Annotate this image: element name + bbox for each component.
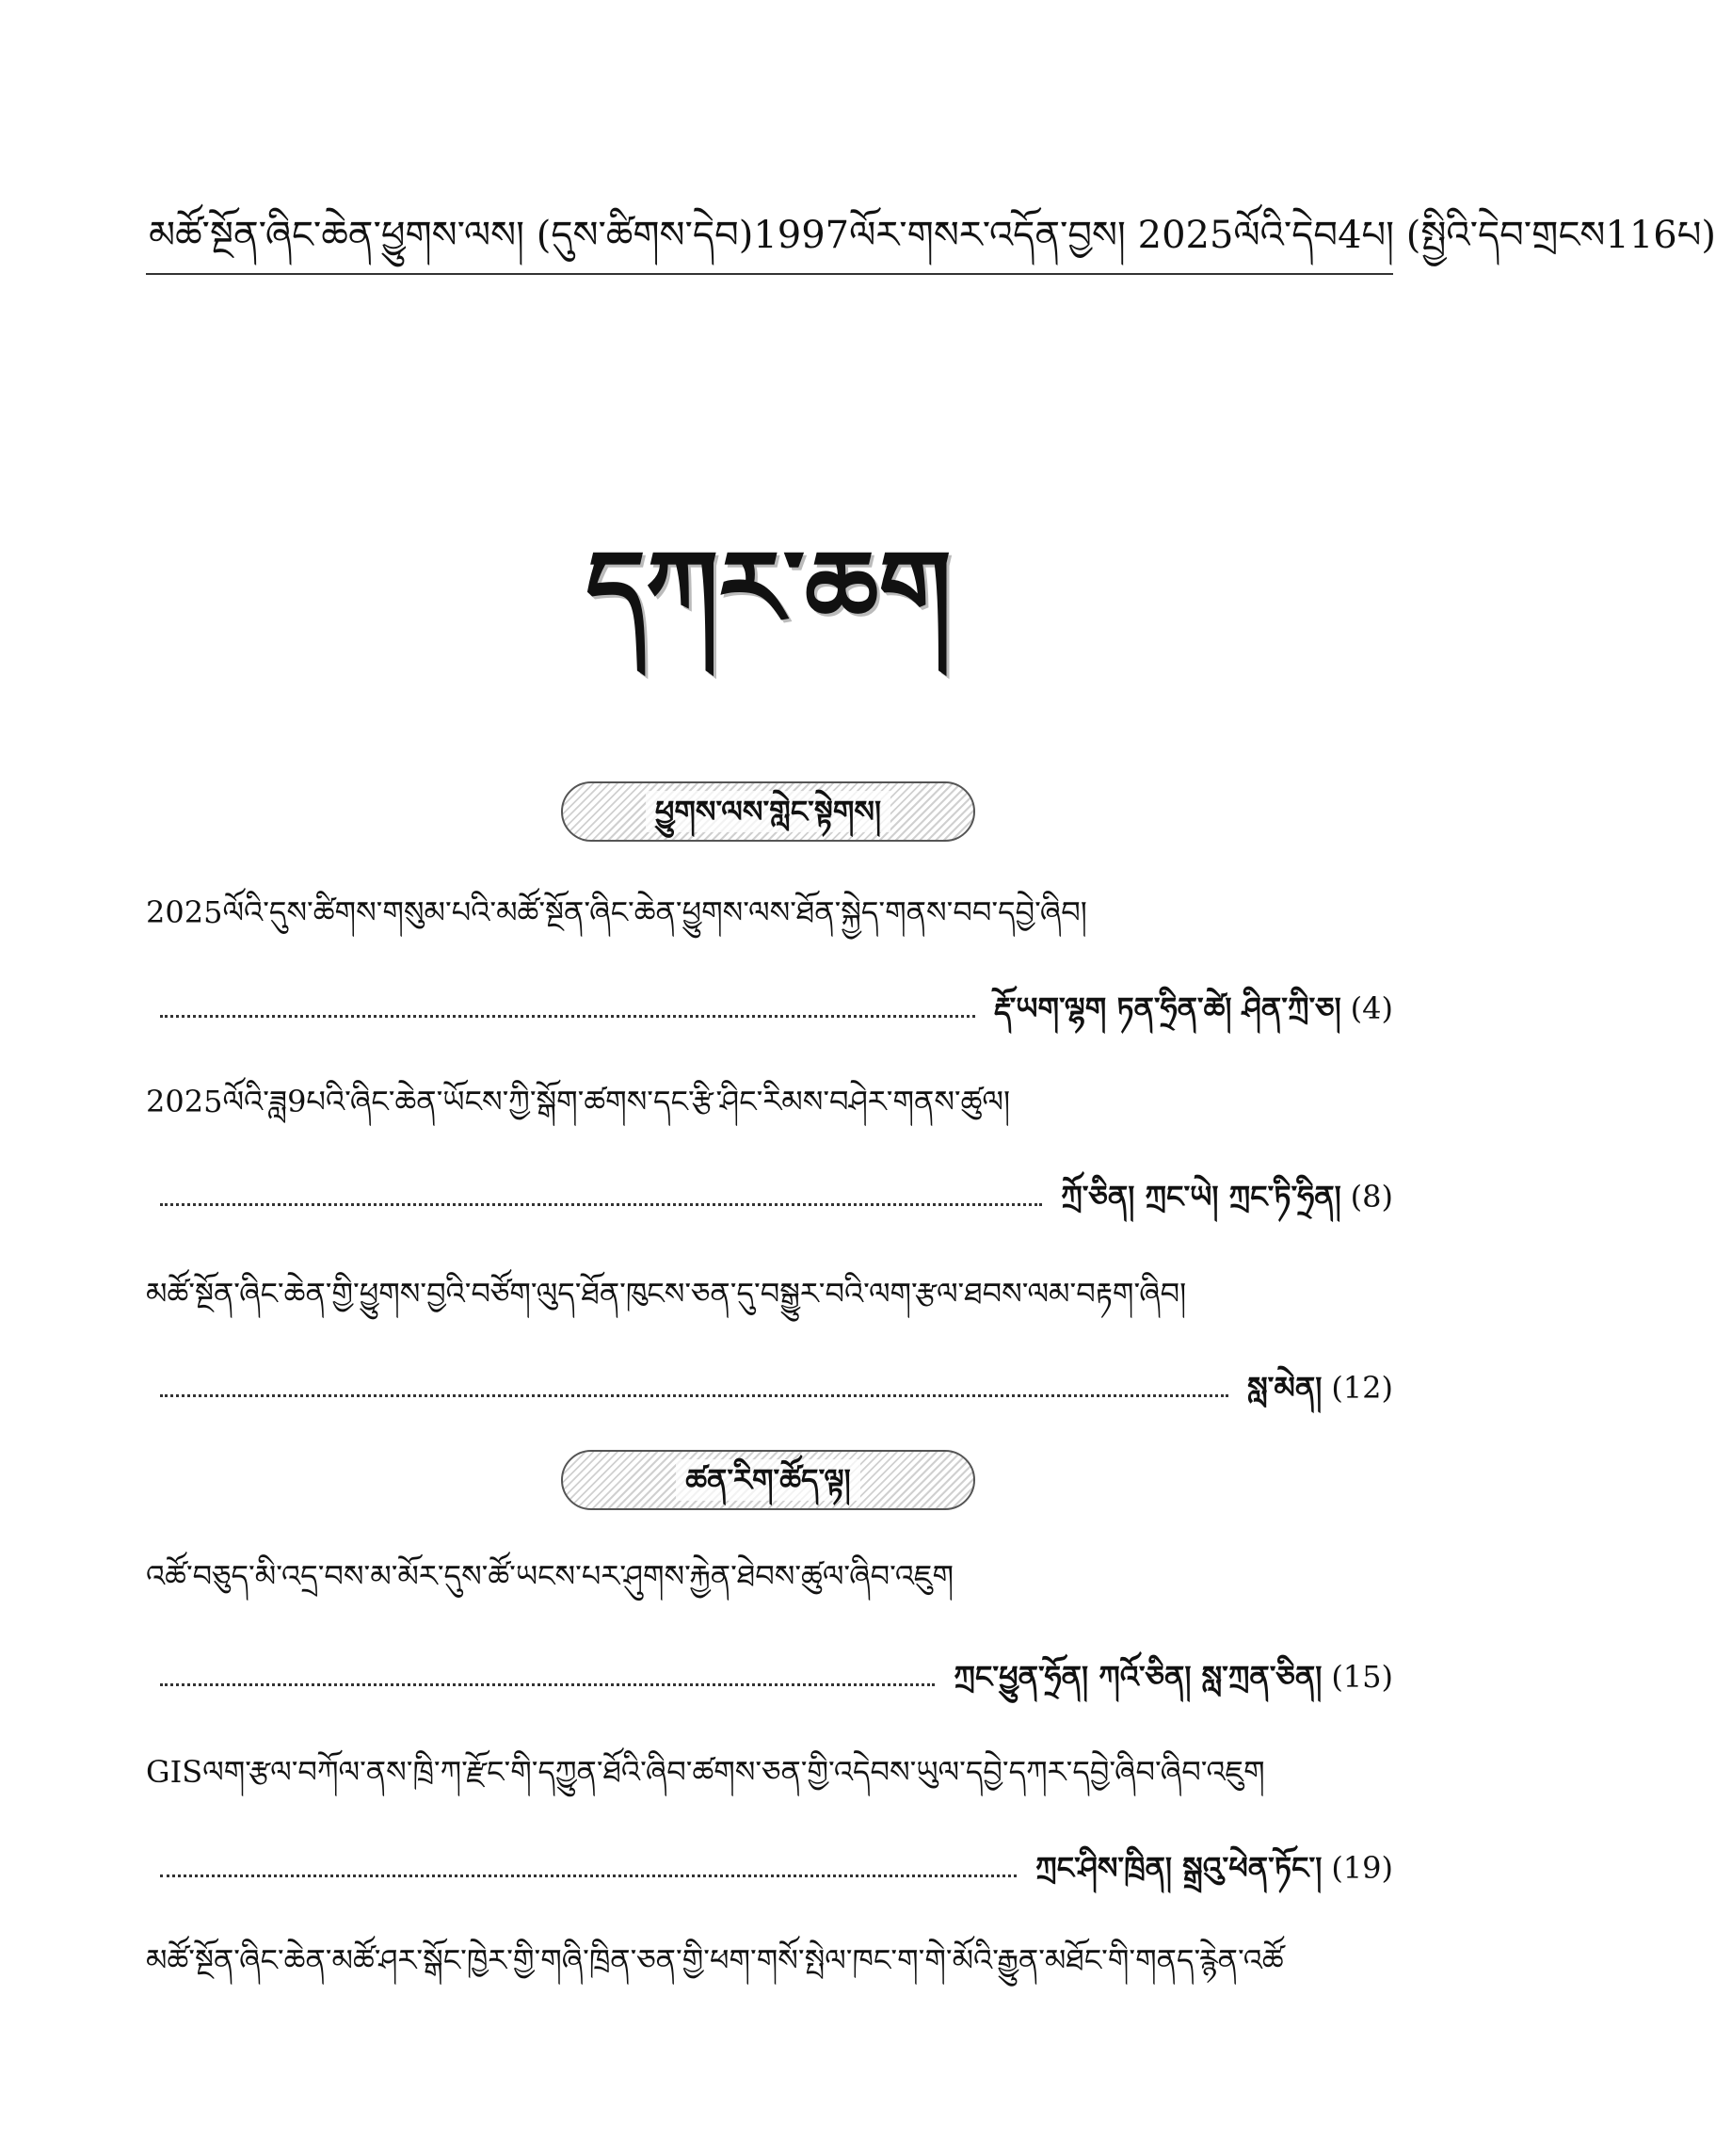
toc-title: དཀར་ཆག bbox=[585, 527, 952, 649]
section-heading-label: ཕྱུགས་ལས་གླེང་སྟེགས། bbox=[646, 791, 890, 832]
toc-entry-page[interactable]: (15) bbox=[1331, 1659, 1393, 1695]
toc-entry-title[interactable]: མཚོ་སྔོན་ཞིང་ཆེན་གྱི་ཕྱུགས་བྱའི་བཙོག་ལུད་ཐོན་ཁུངས་ཅན་དུ་བསྒྱུར་བའི་ལག་རྩལ་ཐབས་ལམ་བརྟག་ཞིབ། bbox=[146, 1276, 1187, 1311]
dot-leader bbox=[160, 1203, 1042, 1206]
toc-entry-byline bbox=[151, 1843, 1393, 1891]
toc-entry-byline bbox=[151, 1652, 1393, 1699]
toc-entry-author: སླ་མེན། bbox=[1247, 1370, 1323, 1406]
toc-entry-author: ཀྲང་ཤིས་ཁྲིན། སྒྲའུ་ཕེན་ཏོང་། bbox=[1035, 1850, 1323, 1886]
toc-entry-page[interactable]: (12) bbox=[1331, 1370, 1393, 1406]
toc-entry-title[interactable]: 2025ལོའི་དུས་ཚིགས་གསུམ་པའི་མཚོ་སྔོན་ཞིང་ཆེན་ཕྱུགས་ལས་ཐོན་སྐྱེད་གནས་བབ་དབྱེ་ཞིབ། bbox=[146, 894, 1087, 930]
toc-entry-page[interactable]: (19) bbox=[1331, 1850, 1393, 1886]
running-head: མཚོ་སྔོན་ཞིང་ཆེན་ཕྱུགས་ལས། (དུས་ཚིགས་དེབ)1997ལོར་གསར་འདོན་བྱས། 2025ལོའི་དེབ4པ། (སྤྱིའི་དེབ་གྲངས116པ) bbox=[149, 214, 1716, 257]
section-heading-forum bbox=[561, 781, 975, 842]
toc-entry-title[interactable]: མཚོ་སྔོན་ཞིང་ཆེན་མཚོ་ཤར་སྒོང་ཁྱེར་གྱི་གཞི་ཁྲིན་ཅན་གྱི་ཕག་གསོ་སྤེལ་ཁང་ག་གེ་མོའི་རྒྱུན་མཐོང་གི་གནད་རྙེན་འཚོ bbox=[146, 1942, 1284, 1978]
dot-leader bbox=[160, 1874, 1017, 1877]
toc-entry-title[interactable]: GISལག་རྩལ་བཀོལ་ནས་ཁྲི་ཀ་རྫོང་གི་དཀྱུན་ཐོའི་ཞིབ་ཚགས་ཅན་གྱི་འདེབས་ཡུལ་དབྱེ་དཀར་དབྱེ་ཞིབ་ཞིབ་འཇུག bbox=[146, 1754, 1265, 1790]
dot-leader bbox=[160, 1683, 935, 1686]
toc-entry-byline bbox=[151, 984, 1393, 1031]
toc-entry-author: རྡོ་ཡག་ལྷག ཏན་ཧྲིན་ཚེ། ཤིན་ཀྲི་ཅ། bbox=[993, 990, 1341, 1026]
toc-entry-page[interactable]: (8) bbox=[1350, 1179, 1393, 1215]
section-heading-label: ཚན་རིག་ཚོད་ལྟ། bbox=[676, 1459, 860, 1501]
toc-entry-byline bbox=[151, 1172, 1393, 1219]
dot-leader bbox=[160, 1015, 975, 1018]
section-heading-science bbox=[561, 1450, 975, 1510]
header-rule bbox=[146, 273, 1393, 275]
toc-entry-page[interactable]: (4) bbox=[1350, 990, 1393, 1026]
toc-entry-author: ཀྲོ་ཅིན། ཀྲང་ཡེ། ཀྲང་ཏི་ཧྲིན། bbox=[1061, 1179, 1341, 1215]
dot-leader bbox=[160, 1394, 1228, 1397]
toc-entry-title[interactable]: འཚོ་བཅུད་མི་འདྲ་བས་མ་མོར་དུས་ཚོ་ཡངས་པར་ཤུགས་རྐྱེན་ཐེབས་ཚུལ་ཞིབ་འཇུག bbox=[146, 1558, 954, 1594]
toc-entry-author: ཀྲང་ཕྱུན་ཧྲོན། ཀའོ་ཅིན། སླ་ཀྲན་ཅིན། bbox=[954, 1659, 1323, 1695]
toc-entry-byline bbox=[151, 1363, 1393, 1410]
toc-entry-title[interactable]: 2025ལོའི་ཟླ9པའི་ཞིང་ཆེན་ཡོངས་ཀྱི་སྒོག་ཚགས་དང་རྩི་ཤིང་རིམས་བཤེར་གནས་ཚུལ། bbox=[146, 1084, 1011, 1119]
